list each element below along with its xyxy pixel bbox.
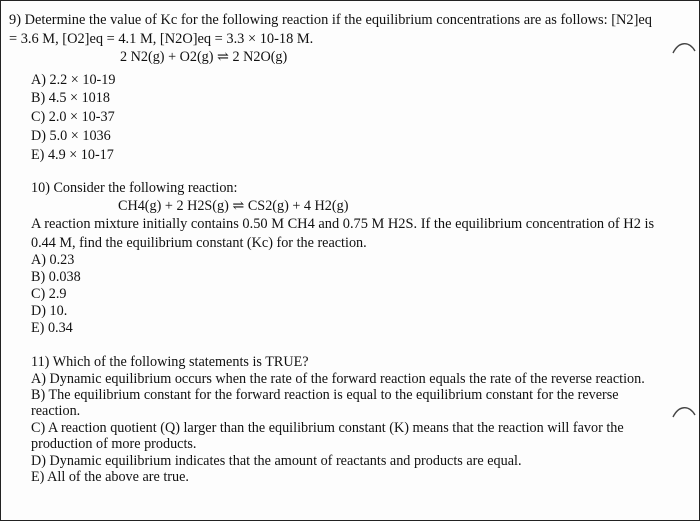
- q9-option-b: B) 4.5 × 1018: [31, 90, 110, 106]
- q11-stem-text: Which of the following statements is TRUE?: [52, 354, 309, 370]
- q11-stem-line1: [31, 354, 309, 370]
- q11-option-d: D) Dynamic equilibrium indicates that the amount of reactants and products are equal.: [31, 453, 522, 469]
- q10-option-a: A) 0.23: [31, 252, 75, 268]
- q11-option-a: A) Dynamic equilibrium occurs when the rate of the forward reaction equals the rate of the reverse reaction.: [31, 371, 645, 387]
- q9-option-a: A) 2.2 × 10-19: [31, 72, 116, 88]
- q11-number: 11): [31, 354, 50, 370]
- q10-option-b: B) 0.038: [31, 269, 81, 285]
- q10-stem-line1: [31, 180, 237, 196]
- q10-equation: CH4(g) + 2 H2S(g) ⇌ CS2(g) + 4 H2(g): [118, 198, 349, 214]
- q10-option-d: D) 10.: [31, 303, 68, 319]
- q10-body-line2: 0.44 M, find the equilibrium constant (Kc) for the reaction.: [31, 235, 367, 251]
- q9-stem-text: Determine the value of Kc for the following reaction if the equilibrium concentrations are as follows: [N2]eq: [24, 12, 652, 28]
- q10-number: 10): [31, 180, 50, 196]
- page-curl-icon-lower: [671, 403, 697, 421]
- q9-number: 9): [9, 12, 21, 28]
- q11-option-e: E) All of the above are true.: [31, 469, 189, 485]
- q9-option-d: D) 5.0 × 1036: [31, 128, 111, 144]
- q10-option-c: C) 2.9: [31, 286, 67, 302]
- page-curl-icon: [671, 39, 697, 57]
- q9-option-e: E) 4.9 × 10-17: [31, 147, 114, 163]
- q9-option-c: C) 2.0 × 10-37: [31, 109, 115, 125]
- q9-stem-line2: = 3.6 M, [O2]eq = 4.1 M, [N2O]eq = 3.3 × 10-18 M.: [9, 31, 314, 47]
- q11-option-b-cont: reaction.: [31, 403, 81, 419]
- q9-stem-line1: [9, 12, 652, 28]
- q9-equation: 2 N2(g) + O2(g) ⇌ 2 N2O(g): [120, 49, 288, 65]
- q10-body-line1: A reaction mixture initially contains 0.50 M CH4 and 0.75 M H2S. If the equilibrium concentration of H2 is: [31, 216, 655, 232]
- q11-option-b: B) The equilibrium constant for the forward reaction is equal to the equilibrium constant for the reverse: [31, 387, 619, 403]
- q11-option-c-cont: production of more products.: [31, 436, 197, 452]
- q10-stem-text: Consider the following reaction:: [53, 180, 238, 196]
- q10-option-e: E) 0.34: [31, 320, 73, 336]
- q11-option-c: C) A reaction quotient (Q) larger than the equilibrium constant (K) means that the reaction will favor the: [31, 420, 624, 436]
